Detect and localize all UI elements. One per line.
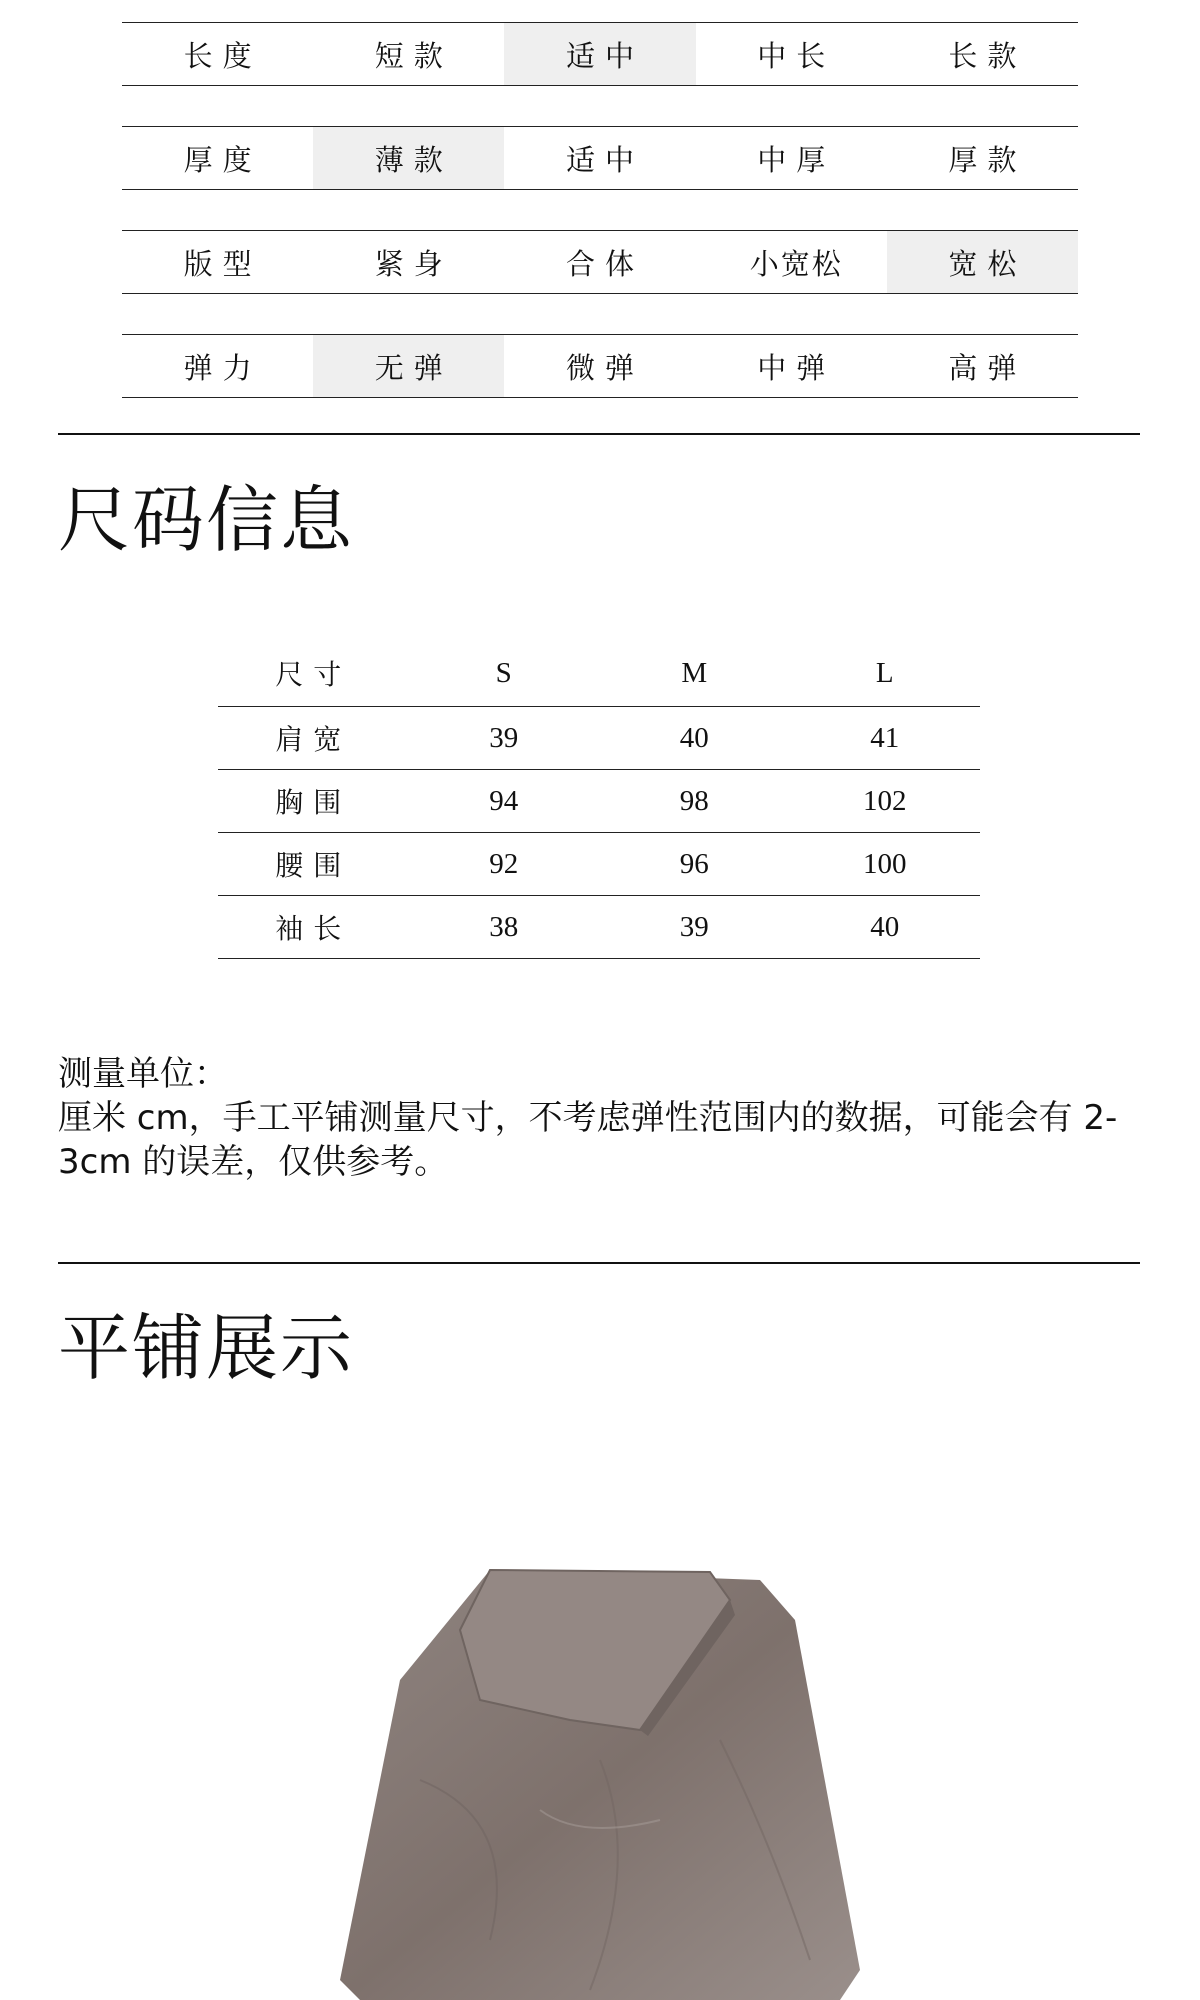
attr-option: 短款 <box>374 38 453 73</box>
attr-option: 小宽松 <box>749 246 843 281</box>
measure-value: 39 <box>489 721 519 754</box>
attr-option: 高弹 <box>948 350 1027 385</box>
size-header-cell: L <box>875 656 894 689</box>
measure-value: 98 <box>679 784 709 817</box>
measurement-note <box>58 1052 1148 1184</box>
measure-label: 胸围 <box>275 786 352 819</box>
measure-value: 102 <box>863 784 907 817</box>
table-row <box>218 833 980 896</box>
section-divider <box>58 433 1140 435</box>
measure-label: 肩宽 <box>275 723 352 756</box>
attr-option-selected: 无弹 <box>313 335 504 397</box>
attr-option-selected: 适中 <box>504 23 695 85</box>
attr-label: 弹力 <box>183 350 262 385</box>
attr-option: 适中 <box>566 142 645 177</box>
measure-value: 100 <box>863 847 907 880</box>
measure-value: 40 <box>679 721 709 754</box>
attr-table-fit <box>122 230 1078 294</box>
attr-table-thickness <box>122 126 1078 190</box>
attr-option-selected: 宽松 <box>887 231 1078 293</box>
table-row <box>218 707 980 770</box>
attr-label: 厚度 <box>183 142 262 177</box>
attr-table-elasticity <box>122 334 1078 398</box>
attr-option: 微弹 <box>566 350 645 385</box>
attr-option: 长款 <box>948 38 1027 73</box>
measure-value: 96 <box>679 847 709 880</box>
measure-value: 92 <box>489 847 519 880</box>
size-table-header <box>218 640 980 707</box>
measure-value: 94 <box>489 784 519 817</box>
attr-label: 版型 <box>183 246 262 281</box>
attr-option: 厚款 <box>948 142 1027 177</box>
attr-table-length <box>122 22 1078 86</box>
garment-image <box>340 1560 860 2000</box>
attr-option: 中厚 <box>757 142 836 177</box>
table-row <box>218 770 980 833</box>
attr-label: 长度 <box>183 38 262 73</box>
note-body: 厘米 cm，手工平铺测量尺寸，不考虑弹性范围内的数据，可能会有 2-3cm 的误差，仅供参考。 <box>58 1098 1118 1182</box>
size-header-cell: M <box>681 656 708 689</box>
attr-option: 紧身 <box>374 246 453 281</box>
measure-value: 40 <box>870 910 900 943</box>
measure-label: 袖长 <box>275 912 352 945</box>
note-title: 测量单位： <box>58 1054 228 1094</box>
size-header-cell: S <box>495 656 512 689</box>
size-header-cell: 尺寸 <box>275 658 352 691</box>
measure-value: 39 <box>679 910 709 943</box>
section-divider <box>58 1262 1140 1264</box>
attr-option-selected: 薄款 <box>313 127 504 189</box>
flat-section-title: 平铺展示 <box>58 1306 355 1390</box>
size-table <box>218 640 980 959</box>
attr-option: 中长 <box>757 38 836 73</box>
size-section-title: 尺码信息 <box>58 478 355 562</box>
measure-value: 41 <box>870 721 900 754</box>
measure-label: 腰围 <box>275 849 352 882</box>
attr-option: 合体 <box>566 246 645 281</box>
measure-value: 38 <box>489 910 519 943</box>
attr-option: 中弹 <box>757 350 836 385</box>
table-row <box>218 896 980 959</box>
